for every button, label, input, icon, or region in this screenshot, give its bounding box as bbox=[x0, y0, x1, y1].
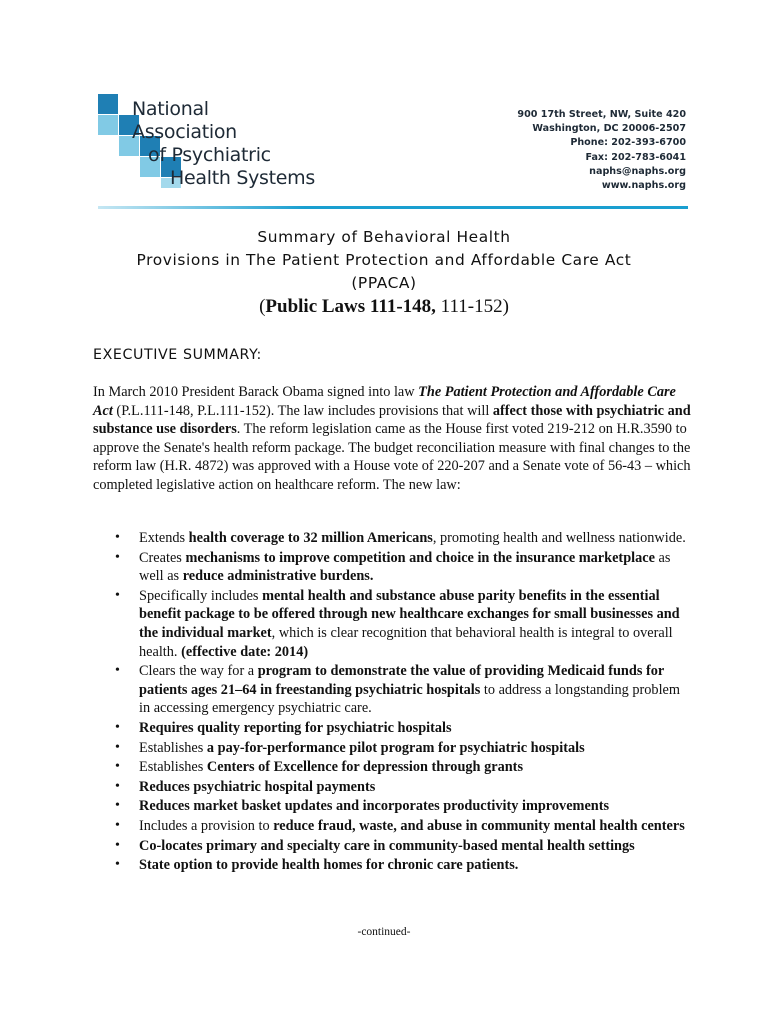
list-item bbox=[93, 549, 693, 586]
provisions-list bbox=[93, 529, 693, 876]
public-law-number: 111-152 bbox=[440, 296, 503, 317]
item-text: , which is clear recognition that behavioral health is integral to overall health. bbox=[139, 624, 673, 660]
item-text: Establishes bbox=[139, 739, 207, 756]
section-heading: EXECUTIVE SUMMARY: bbox=[93, 347, 262, 363]
phone-number: Phone: 202-393-6700 bbox=[570, 137, 686, 149]
title-line: (PPACA) bbox=[351, 274, 417, 292]
item-emphasis: Centers of Excellence for depression through grants bbox=[206, 759, 524, 776]
website-address: www.naphs.org bbox=[601, 180, 686, 192]
letterhead bbox=[98, 94, 688, 212]
list-item bbox=[93, 758, 693, 777]
public-laws-text: Public Laws 111-148, bbox=[265, 296, 441, 317]
item-emphasis: (effective date: 2014) bbox=[181, 643, 309, 660]
list-item bbox=[93, 739, 693, 758]
email-address: naphs@naphs.org bbox=[589, 165, 686, 177]
intro-paragraph bbox=[93, 383, 693, 495]
org-name-line: Health Systems bbox=[170, 167, 315, 189]
contact-block bbox=[517, 108, 686, 193]
item-emphasis: Requires quality reporting for psychiatric hospitals bbox=[139, 719, 452, 736]
continued-footer: -continued- bbox=[357, 926, 411, 938]
intro-emphasis: affect those with psychiatric and substance use disorders bbox=[93, 402, 691, 438]
list-item bbox=[93, 817, 693, 836]
public-laws-line bbox=[0, 295, 768, 318]
list-item bbox=[93, 797, 693, 816]
org-name-line: National bbox=[132, 98, 209, 120]
item-text: Clears the way for a bbox=[139, 663, 258, 680]
title-line: Summary of Behavioral Health bbox=[257, 228, 511, 246]
list-item bbox=[93, 837, 693, 856]
paren-open: ( bbox=[259, 296, 266, 317]
org-name-line: Association bbox=[132, 121, 237, 143]
address-line: Washington, DC 20006-2507 bbox=[532, 123, 686, 135]
item-text: , promoting health and wellness nationwide. bbox=[432, 530, 686, 546]
item-text: Establishes bbox=[139, 759, 207, 776]
list-item bbox=[93, 778, 693, 797]
item-emphasis: a pay-for-performance pilot program for psychiatric hospitals bbox=[206, 739, 585, 756]
item-text: Extends bbox=[139, 530, 189, 546]
intro-text: In March 2010 President Barack Obama signed into law bbox=[93, 384, 419, 400]
list-item bbox=[93, 529, 693, 548]
letterhead-rule bbox=[98, 206, 688, 209]
fax-number: Fax: 202-783-6041 bbox=[585, 151, 686, 163]
act-name: The Patient Protection and Affordable Care Act bbox=[93, 384, 676, 419]
document-title bbox=[0, 226, 768, 318]
list-item bbox=[93, 856, 693, 875]
list-item bbox=[93, 587, 693, 661]
organization-name bbox=[132, 98, 315, 190]
intro-text: . The reform legislation came as the House first voted 219-212 on H.R.3590 to approve the Senate's health reform package. The budget reconciliation measure with final changes to the reform law (H.R. 4872) was approved with a House vote of 220-207 and a Senate vote of 56-43 – which completed legislative action on healthcare reform. The new law: bbox=[93, 421, 691, 493]
item-emphasis: reduce fraud, waste, and abuse in community mental health centers bbox=[273, 817, 685, 834]
title-line: Provisions in The Patient Protection and Affordable Care Act bbox=[136, 251, 632, 269]
item-text: Specifically includes bbox=[139, 587, 263, 604]
item-emphasis: State option to provide health homes for chronic care patients. bbox=[139, 857, 519, 874]
list-item bbox=[93, 662, 693, 718]
item-emphasis: mental health and substance abuse parity benefits in the essential benefit package to be offered through new healthcare exchanges for small businesses and the individual market bbox=[139, 587, 680, 641]
address-line: 900 17th Street, NW, Suite 420 bbox=[517, 109, 686, 120]
item-emphasis: Reduces psychiatric hospital payments bbox=[139, 778, 376, 795]
paren-close: ) bbox=[502, 296, 509, 317]
item-emphasis: reduce administrative burdens. bbox=[182, 568, 374, 585]
item-emphasis: health coverage to 32 million Americans bbox=[188, 530, 433, 546]
intro-text: (P.L.111-148, P.L.111-152). The law includes provisions that will bbox=[112, 402, 493, 419]
item-emphasis: mechanisms to improve competition and choice in the insurance marketplace bbox=[185, 549, 655, 566]
item-emphasis: Co-locates primary and specialty care in community-based mental health settings bbox=[139, 837, 635, 854]
item-text: Creates bbox=[139, 549, 186, 566]
item-text: as well as bbox=[139, 549, 671, 585]
list-item bbox=[93, 719, 693, 738]
item-text: to address a longstanding problem in accessing emergency psychiatric care. bbox=[139, 681, 681, 717]
item-emphasis: Reduces market basket updates and incorporates productivity improvements bbox=[139, 798, 610, 815]
item-emphasis: program to demonstrate the value of providing Medicaid funds for patients ages 21–64 in freestanding psychiatric hospitals bbox=[139, 663, 664, 698]
item-text: Includes a provision to bbox=[139, 817, 274, 834]
org-name-line: of Psychiatric bbox=[148, 144, 271, 166]
